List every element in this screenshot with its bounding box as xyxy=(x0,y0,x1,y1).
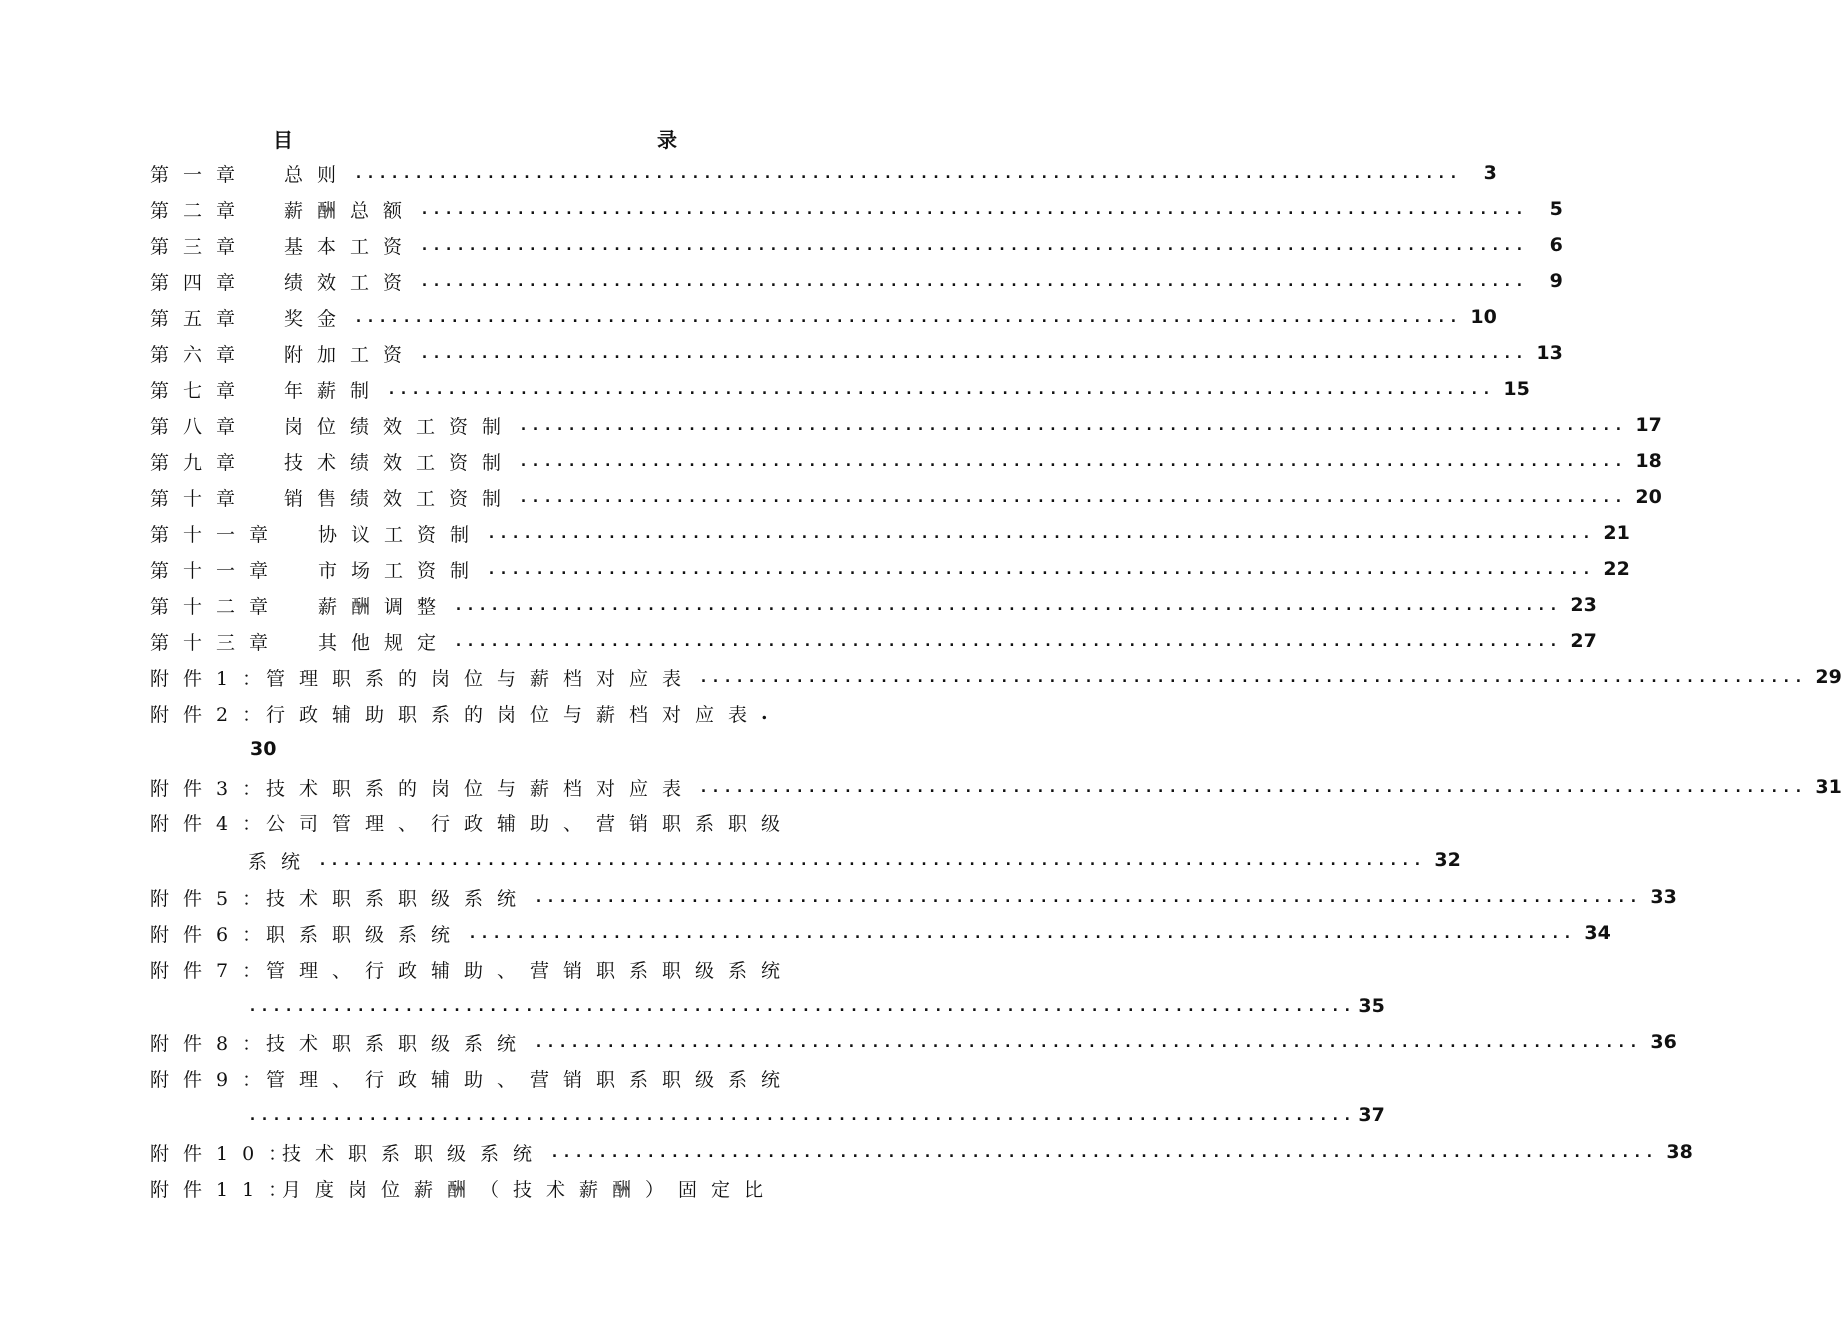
toc-name: 职系职级系统 xyxy=(266,923,465,946)
toc-page: 13 xyxy=(1536,342,1563,364)
toc-chapter: 附件8： xyxy=(150,1032,276,1055)
toc-entry[interactable] xyxy=(150,663,1842,691)
toc-entry[interactable] xyxy=(150,267,1563,295)
toc-leader: ............................................................................................ xyxy=(699,778,1806,796)
toc-leader: ............................................................................................ xyxy=(519,416,1626,434)
toc-leader: ............................................................................................ xyxy=(454,596,1561,614)
toc-leader: ............................................................................................ xyxy=(318,851,1425,869)
toc-chapter: 第十三章 xyxy=(150,631,283,654)
toc-leader: ............................................................................................ xyxy=(420,344,1527,362)
toc-name: 管理职系的岗位与薪档对应表 xyxy=(266,667,696,690)
toc-name: 协议工资制 xyxy=(318,523,484,546)
toc-chapter: 附件4： xyxy=(150,812,276,835)
toc-name: 销售绩效工资制 xyxy=(284,487,516,510)
toc-entry[interactable] xyxy=(150,555,1630,583)
toc-chapter: 第十一章 xyxy=(150,559,283,582)
toc-entry[interactable] xyxy=(150,519,1630,547)
toc-entry[interactable] xyxy=(150,883,1677,911)
toc-page: 17 xyxy=(1635,414,1662,436)
toc-leader: ............................................................................................ xyxy=(454,632,1561,650)
toc-name: 其他规定 xyxy=(318,631,451,654)
toc-page: 31 xyxy=(1815,776,1842,798)
toc-chapter: 第三章 xyxy=(150,235,250,258)
toc-entry[interactable] xyxy=(150,1174,798,1202)
toc-entry[interactable] xyxy=(150,955,798,983)
toc-entry[interactable] xyxy=(150,195,1563,223)
toc-leader: ............................................................................................ xyxy=(387,380,1494,398)
toc-page: 36 xyxy=(1650,1031,1677,1053)
toc-page: 20 xyxy=(1635,486,1662,508)
toc-leader: ............................................................................................ xyxy=(699,668,1806,686)
toc-leader: ............................................................................................ xyxy=(519,488,1626,506)
toc-chapter: 附件11： xyxy=(150,1178,302,1201)
toc-leader: ............................................................................................ xyxy=(420,236,1527,254)
toc-name: 技术职系职级系统 xyxy=(266,1032,531,1055)
toc-page: 9 xyxy=(1549,270,1563,292)
toc-leader: ............................................................................................ xyxy=(487,524,1594,542)
toc-page: 15 xyxy=(1503,378,1530,400)
toc-entry[interactable] xyxy=(150,1064,798,1092)
toc-chapter: 第十二章 xyxy=(150,595,283,618)
toc-entry[interactable] xyxy=(150,411,1662,439)
toc-chapter: 第七章 xyxy=(150,379,250,402)
toc-name: 管理、行政辅助、营销职系职级系统 xyxy=(266,1068,795,1091)
toc-name: 技术职系的岗位与薪档对应表 xyxy=(266,777,696,800)
toc-leader: ............................................................................................ xyxy=(519,452,1626,470)
toc-name: 奖金 xyxy=(284,307,351,330)
toc-name: 附加工资 xyxy=(284,343,417,366)
toc-leader: ............................................................................................ xyxy=(534,888,1641,906)
toc-page: 33 xyxy=(1650,886,1677,908)
toc-entry[interactable] xyxy=(150,375,1530,403)
toc-name: 技术职系职级系统 xyxy=(282,1142,547,1165)
toc-entry[interactable] xyxy=(150,303,1497,331)
toc-name: 技术职系职级系统 xyxy=(266,887,531,910)
toc-name: 行政辅助职系的岗位与薪档对应表 xyxy=(266,703,762,726)
toc-name: 基本工资 xyxy=(284,235,417,258)
toc-page: 38 xyxy=(1666,1141,1693,1163)
toc-page: 3 xyxy=(1483,162,1497,184)
toc-entry[interactable] xyxy=(150,1138,1693,1166)
toc-title: 目 录 xyxy=(273,128,785,152)
toc-name: 月度岗位薪酬（技术薪酬）固定比 xyxy=(282,1178,778,1201)
toc-name: 技术绩效工资制 xyxy=(284,451,516,474)
toc-name: 公司管理、行政辅助、营销职系职级 xyxy=(266,812,795,835)
toc-page: 10 xyxy=(1470,306,1497,328)
toc-leader: ............................................................................................ xyxy=(468,924,1575,942)
toc-page: 29 xyxy=(1815,666,1842,688)
toc-entry[interactable] xyxy=(150,339,1563,367)
toc-page: 35 xyxy=(1358,995,1385,1017)
toc-chapter: 第六章 xyxy=(150,343,250,366)
toc-name: 岗位绩效工资制 xyxy=(284,415,516,438)
toc-entry[interactable] xyxy=(150,627,1597,655)
toc-chapter: 附件9： xyxy=(150,1068,276,1091)
toc-entry[interactable] xyxy=(150,591,1597,619)
toc-page: 5 xyxy=(1549,198,1563,220)
toc-chapter: 附件1： xyxy=(150,667,276,690)
toc-chapter: 第九章 xyxy=(150,451,250,474)
toc-name: 薪酬总额 xyxy=(284,199,417,222)
toc-chapter: 第二章 xyxy=(150,199,250,222)
toc-leader: ............................................................................................ xyxy=(534,1033,1641,1051)
toc-page: 30 xyxy=(250,738,277,760)
toc-page: 6 xyxy=(1549,234,1563,256)
toc-chapter: 第五章 xyxy=(150,307,250,330)
toc-entry[interactable] xyxy=(150,483,1662,511)
toc-page: 18 xyxy=(1635,450,1662,472)
toc-name: 总则 xyxy=(284,163,351,186)
toc-entry[interactable] xyxy=(150,699,798,727)
toc-leader: ............................................................................................ xyxy=(354,164,1461,182)
toc-leader: ............................................................................................ xyxy=(487,560,1594,578)
toc-leader: ............................................................................................ xyxy=(420,200,1527,218)
toc-page: 22 xyxy=(1603,558,1630,580)
toc-leader: ............................................................................................ xyxy=(248,997,1355,1015)
toc-name: 市场工资制 xyxy=(318,559,484,582)
toc-name: 绩效工资 xyxy=(284,271,417,294)
toc-page: 32 xyxy=(1434,849,1461,871)
toc-page: 34 xyxy=(1584,922,1611,944)
toc-leader-short: . xyxy=(761,702,782,724)
toc-leader: ............................................................................................ xyxy=(354,308,1461,326)
toc-entry-continuation[interactable] xyxy=(248,992,1385,1020)
toc-chapter: 第十章 xyxy=(150,487,250,510)
toc-chapter: 附件5： xyxy=(150,887,276,910)
toc-leader: ............................................................................................ xyxy=(420,272,1527,290)
toc-entry[interactable] xyxy=(150,231,1563,259)
toc-leader: ............................................................................................ xyxy=(550,1143,1657,1161)
toc-entry[interactable] xyxy=(150,773,1842,801)
toc-chapter: 附件7： xyxy=(150,959,276,982)
toc-entry[interactable] xyxy=(150,919,1611,947)
toc-page: 21 xyxy=(1603,522,1630,544)
toc-chapter: 附件6： xyxy=(150,923,276,946)
toc-chapter: 第一章 xyxy=(150,163,250,186)
toc-chapter: 第四章 xyxy=(150,271,250,294)
toc-name: 薪酬调整 xyxy=(318,595,451,618)
toc-leader: ............................................................................................ xyxy=(248,1106,1355,1124)
toc-entry[interactable] xyxy=(150,447,1662,475)
toc-chapter: 附件10： xyxy=(150,1142,302,1165)
toc-chapter: 附件2： xyxy=(150,703,276,726)
toc-page: 23 xyxy=(1570,594,1597,616)
toc-entry[interactable] xyxy=(150,808,798,836)
toc-page: 27 xyxy=(1570,630,1597,652)
toc-page: 37 xyxy=(1358,1104,1385,1126)
toc-chapter: 附件3： xyxy=(150,777,276,800)
toc-name: 年薪制 xyxy=(284,379,384,402)
toc-chapter: 第八章 xyxy=(150,415,250,438)
toc-entry[interactable] xyxy=(150,1028,1677,1056)
toc-name-cont: 系统 xyxy=(248,850,315,873)
toc-chapter: 第十一章 xyxy=(150,523,283,546)
toc-entry[interactable] xyxy=(150,159,1497,187)
toc-name: 管理、行政辅助、营销职系职级系统 xyxy=(266,959,795,982)
toc-entry-continuation[interactable] xyxy=(248,846,1461,874)
toc-entry-continuation[interactable] xyxy=(248,1101,1385,1129)
